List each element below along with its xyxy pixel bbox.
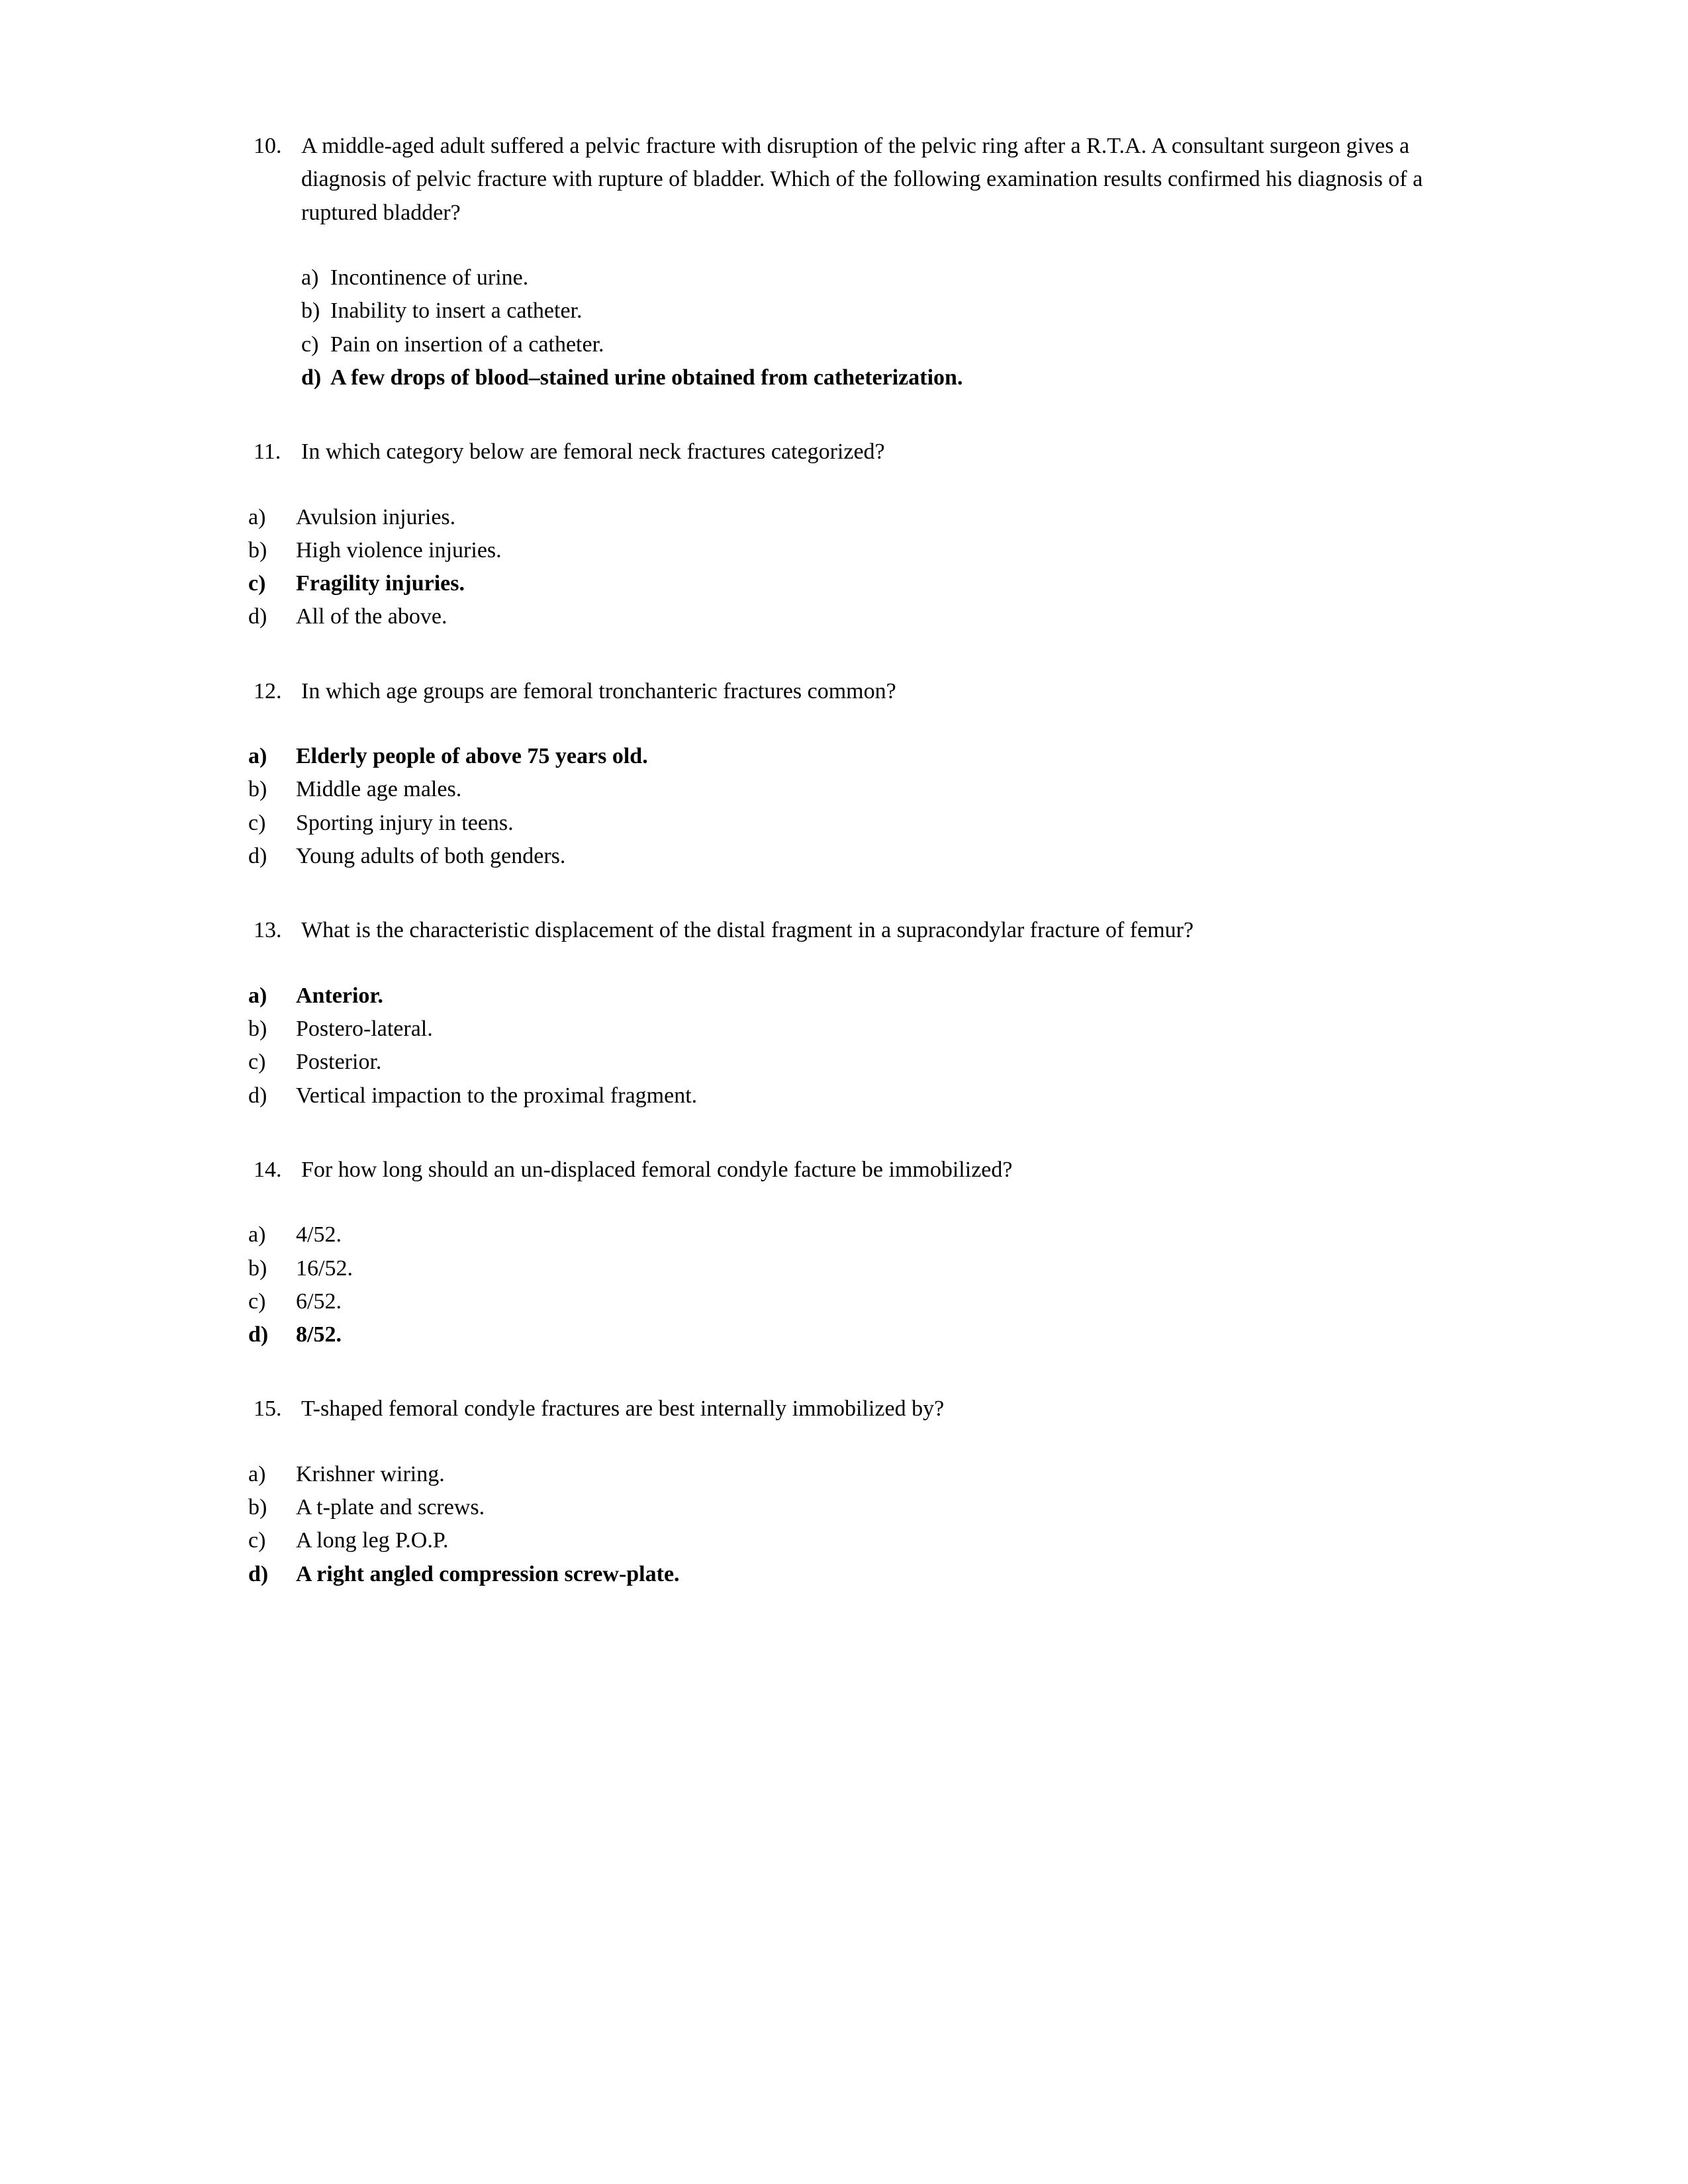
option-11-b[interactable] — [248, 534, 1489, 567]
spacer — [254, 948, 1489, 979]
option-10-b[interactable] — [254, 295, 1489, 328]
spacer — [254, 634, 1489, 675]
option-label-15-b: b) — [248, 1495, 267, 1520]
option-14-d[interactable] — [248, 1318, 1489, 1351]
option-label-14-a: a) — [248, 1222, 266, 1248]
option-text-13-c: Posterior. — [296, 1050, 382, 1075]
spacer — [254, 1426, 1489, 1458]
option-12-b[interactable] — [248, 773, 1489, 806]
option-label-13-b: b) — [248, 1016, 267, 1041]
option-text-15-b: A t-plate and screws. — [296, 1495, 485, 1520]
option-13-d[interactable] — [248, 1079, 1489, 1113]
option-text-11-b: High violence injuries. — [296, 537, 502, 563]
question-block-14 — [248, 1154, 1489, 1352]
option-label-12-b: b) — [248, 777, 267, 802]
option-label-11-a: a) — [248, 504, 266, 529]
option-13-c[interactable] — [248, 1046, 1489, 1079]
option-11-d[interactable] — [248, 600, 1489, 633]
option-text-11-a: Avulsion injuries. — [296, 504, 456, 529]
option-label-14-c: c) — [248, 1289, 266, 1314]
question-stem-10 — [254, 130, 1486, 230]
question-number-14: 14. — [254, 1157, 282, 1182]
option-13-b[interactable] — [248, 1013, 1489, 1046]
option-label-10-d: d) — [301, 365, 322, 390]
option-label-13-d: d) — [248, 1083, 267, 1108]
option-text-10-c: Pain on insertion of a catheter. — [330, 332, 604, 357]
option-15-c[interactable] — [248, 1524, 1489, 1557]
option-text-10-b: Inability to insert a catheter. — [330, 298, 583, 324]
option-text-13-a: Anterior. — [296, 983, 383, 1008]
spacer — [254, 708, 1489, 740]
option-label-13-c: c) — [248, 1050, 266, 1075]
option-14-a[interactable] — [248, 1218, 1489, 1251]
question-stem-14 — [254, 1154, 1486, 1187]
option-list-10 — [254, 261, 1489, 394]
question-stem-11 — [254, 435, 1486, 469]
question-number-15: 15. — [254, 1396, 282, 1422]
option-text-12-b: Middle age males. — [296, 777, 462, 802]
option-11-a[interactable] — [248, 501, 1489, 534]
option-text-11-d: All of the above. — [296, 604, 447, 629]
option-text-13-d: Vertical impaction to the proximal fragment. — [296, 1083, 698, 1108]
option-text-14-c: 6/52. — [296, 1289, 342, 1314]
question-stem-text-11: In which category below are femoral neck fractures categorized? — [301, 439, 885, 465]
question-stem-text-10: A middle-aged adult suffered a pelvic fracture with disruption of the pelvic ring after a R.T.A. A consultant surgeon gives a diagnosis of pelvic fracture with rupture of bladder. Which of the following examination results confirmed his diagnosis of a ruptured bladder? — [301, 134, 1423, 225]
question-block-11 — [248, 435, 1489, 634]
option-text-12-d: Young adults of both genders. — [296, 844, 566, 868]
option-label-10-a: a) — [301, 265, 319, 290]
option-list-12 — [248, 740, 1489, 873]
option-text-15-d: A right angled compression screw-plate. — [296, 1561, 680, 1586]
question-block-15 — [248, 1392, 1489, 1591]
option-label-14-d: d) — [248, 1322, 269, 1347]
option-14-c[interactable] — [248, 1285, 1489, 1318]
spacer — [254, 230, 1489, 261]
option-11-c[interactable] — [248, 567, 1489, 600]
option-text-14-b: 16/52. — [296, 1255, 353, 1281]
option-list-14 — [248, 1218, 1489, 1351]
option-label-10-c: c) — [301, 332, 319, 357]
option-12-d[interactable] — [248, 840, 1489, 873]
spacer — [254, 1351, 1489, 1392]
option-label-12-d: d) — [248, 844, 267, 868]
option-label-11-b: b) — [248, 537, 267, 563]
question-number-11: 11. — [254, 439, 281, 465]
spacer — [254, 1187, 1489, 1218]
option-15-a[interactable] — [248, 1458, 1489, 1491]
option-label-12-a: a) — [248, 744, 267, 769]
question-block-13 — [248, 914, 1489, 1113]
option-13-a[interactable] — [248, 979, 1489, 1013]
spacer — [254, 394, 1489, 435]
option-text-12-c: Sporting injury in teens. — [296, 810, 514, 835]
option-10-c[interactable] — [254, 328, 1489, 361]
option-label-12-c: c) — [248, 810, 266, 835]
option-label-15-d: d) — [248, 1561, 269, 1586]
question-number-13: 13. — [254, 918, 282, 943]
question-number-10: 10. — [254, 134, 282, 158]
option-label-11-c: c) — [248, 571, 266, 596]
option-text-14-a: 4/52. — [296, 1222, 342, 1248]
option-list-11 — [248, 501, 1489, 634]
option-15-d[interactable] — [248, 1558, 1489, 1591]
option-label-10-b: b) — [301, 298, 320, 324]
spacer — [254, 469, 1489, 501]
option-10-d[interactable] — [254, 361, 1489, 394]
option-text-15-a: Krishner wiring. — [296, 1461, 445, 1486]
question-stem-text-14: For how long should an un-displaced femoral condyle facture be immobilized? — [301, 1157, 1013, 1182]
option-text-15-c: A long leg P.O.P. — [296, 1528, 449, 1553]
option-15-b[interactable] — [248, 1491, 1489, 1524]
option-label-14-b: b) — [248, 1255, 267, 1281]
option-label-15-c: c) — [248, 1528, 266, 1553]
question-stem-15 — [254, 1392, 1486, 1426]
question-block-10 — [254, 130, 1489, 394]
option-12-a[interactable] — [248, 740, 1489, 773]
option-text-10-a: Incontinence of urine. — [330, 265, 529, 290]
option-text-11-c: Fragility injuries. — [296, 571, 465, 596]
question-block-12 — [248, 675, 1489, 874]
question-stem-text-15: T-shaped femoral condyle fractures are best internally immobilized by? — [301, 1396, 945, 1422]
option-text-12-a: Elderly people of above 75 years old. — [296, 744, 648, 769]
option-14-b[interactable] — [248, 1252, 1489, 1285]
question-stem-text-13: What is the characteristic displacement of the distal fragment in a supracondylar fracture of femur? — [301, 918, 1194, 943]
option-text-13-b: Postero-lateral. — [296, 1016, 433, 1041]
question-stem-12 — [254, 675, 1486, 708]
option-label-15-a: a) — [248, 1461, 266, 1486]
option-text-14-d: 8/52. — [296, 1322, 342, 1347]
option-label-13-a: a) — [248, 983, 267, 1008]
option-10-a[interactable] — [254, 261, 1489, 295]
option-list-15 — [248, 1458, 1489, 1591]
option-label-11-d: d) — [248, 604, 267, 629]
question-stem-13 — [254, 914, 1486, 947]
question-number-12: 12. — [254, 678, 282, 704]
question-stem-text-12: In which age groups are femoral tronchanteric fractures common? — [301, 678, 896, 704]
spacer — [254, 873, 1489, 914]
option-text-10-d: A few drops of blood–stained urine obtained from catheterization. — [330, 365, 963, 390]
option-12-c[interactable] — [248, 807, 1489, 840]
spacer — [254, 1113, 1489, 1154]
option-list-13 — [248, 979, 1489, 1113]
